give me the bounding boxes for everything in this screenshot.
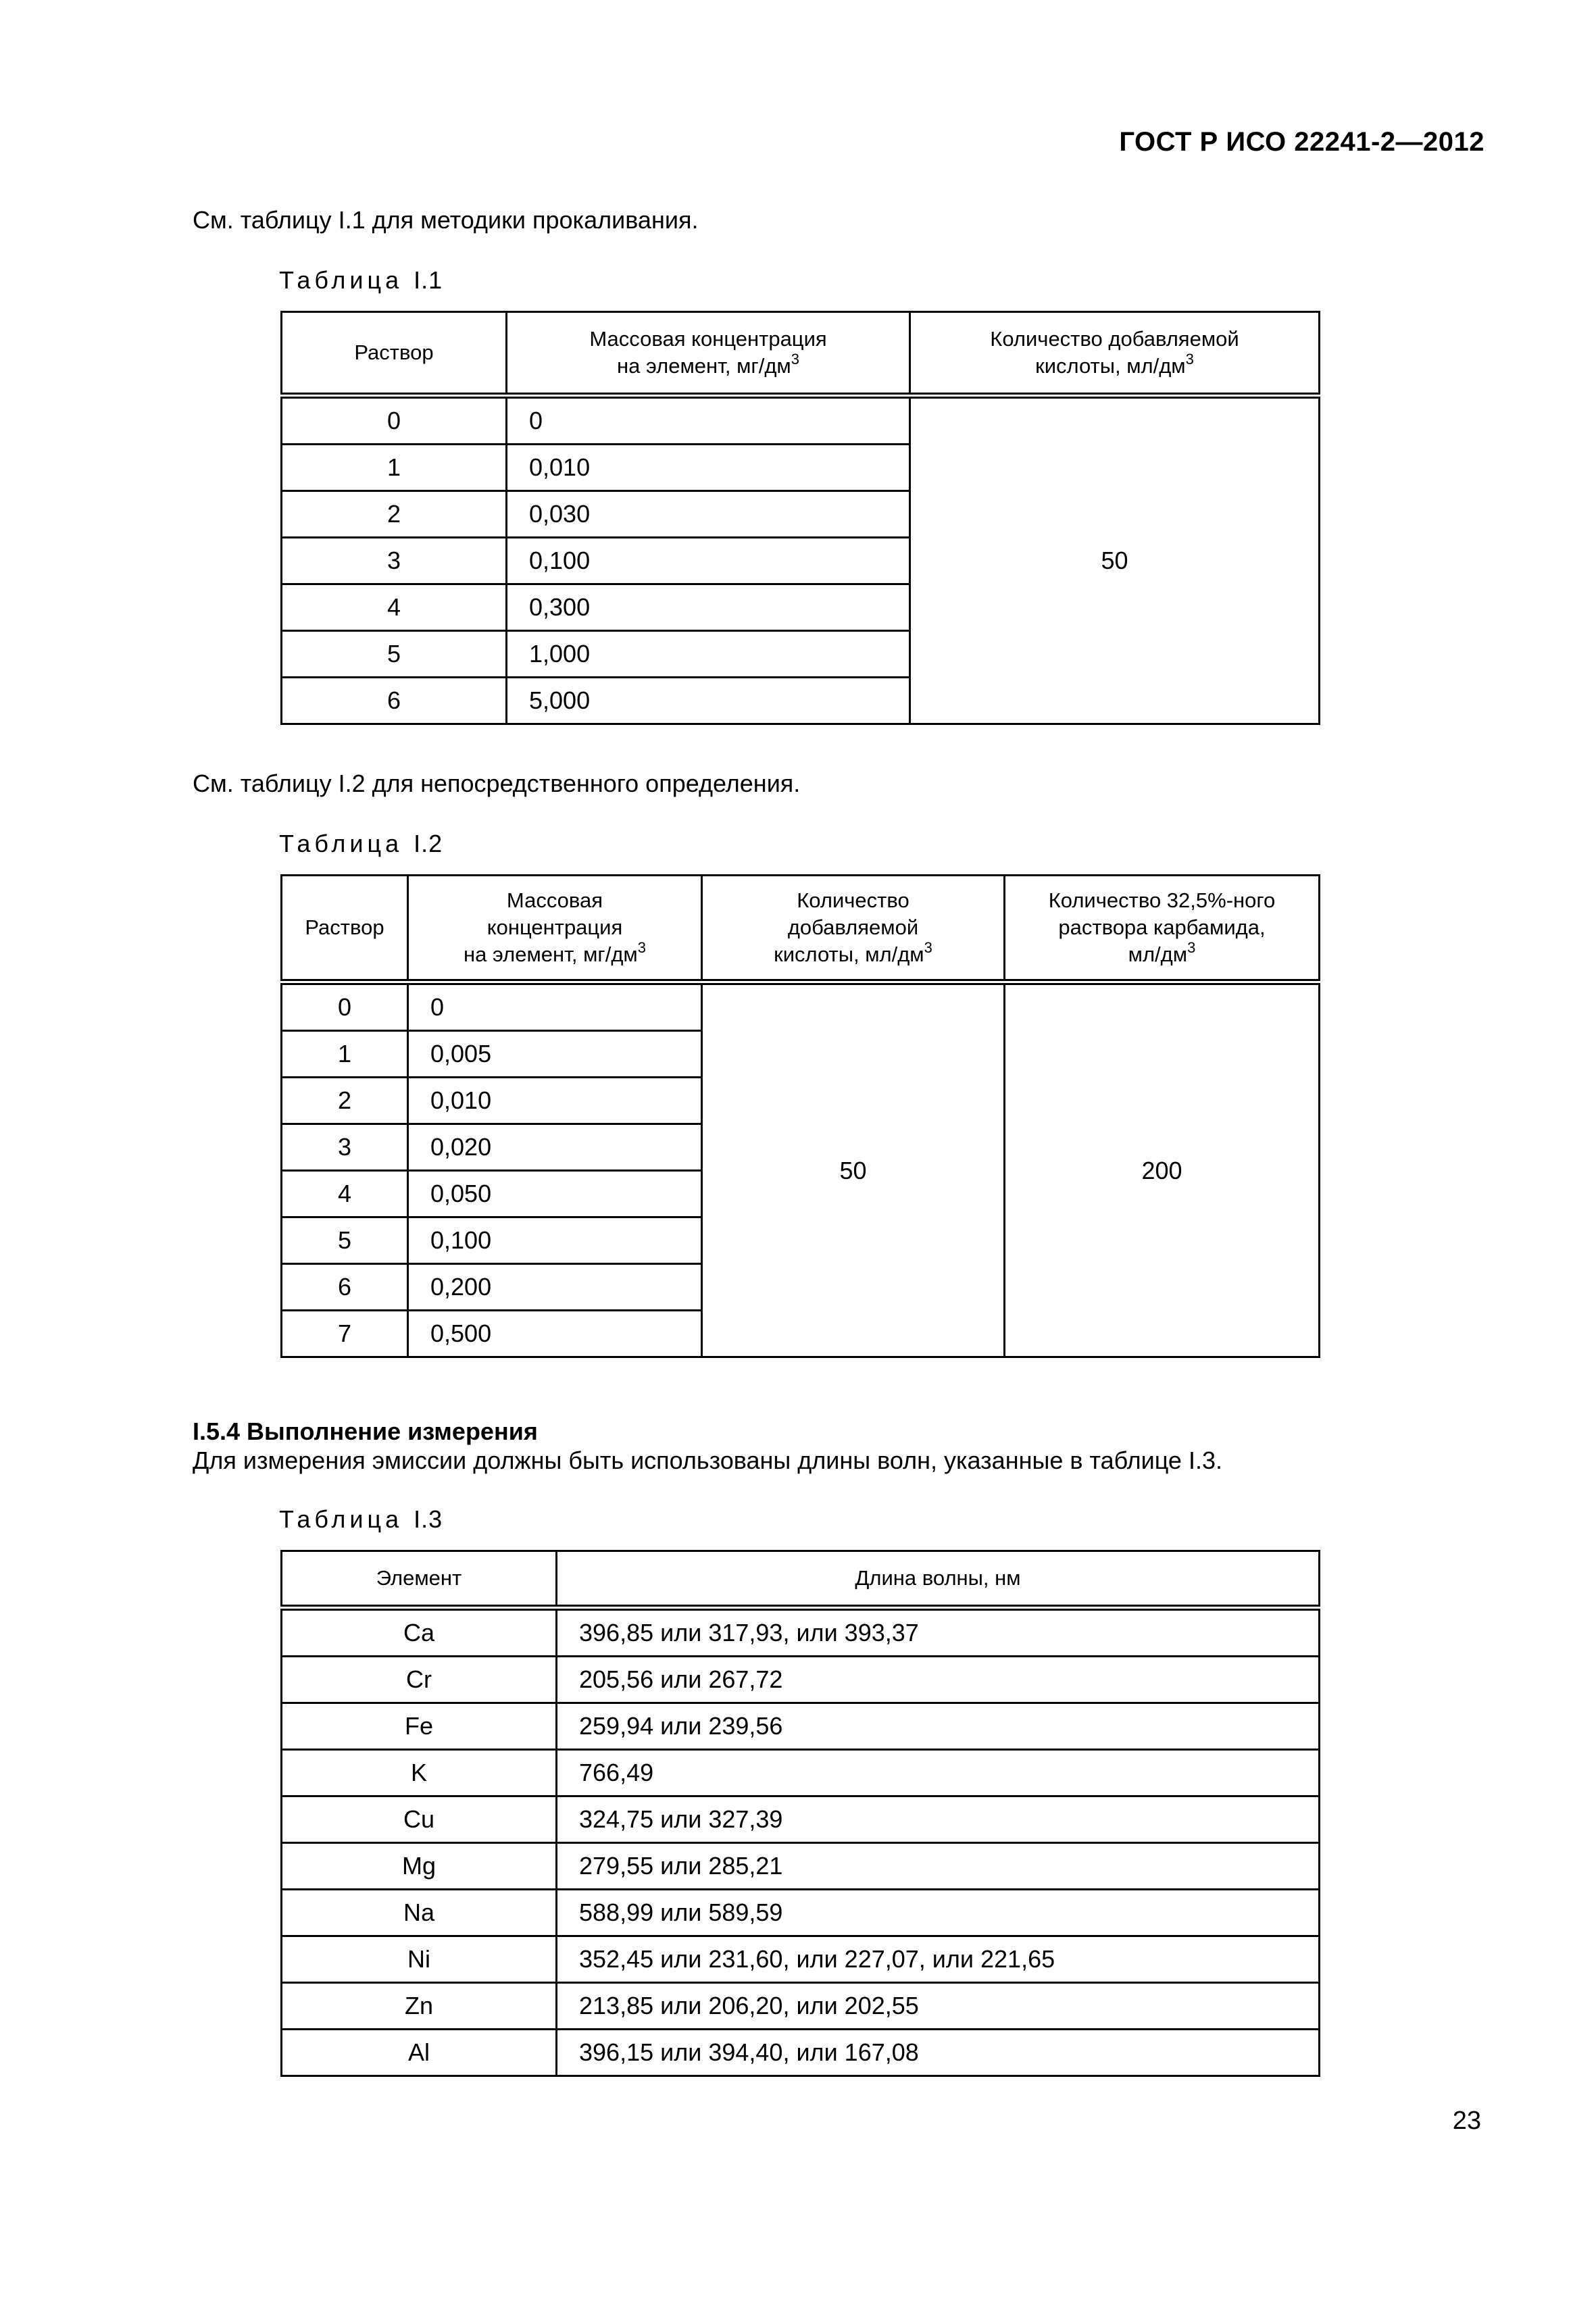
table1-cell-concentration: 0 (507, 396, 910, 445)
table-row (282, 1983, 1320, 2030)
table2-cell-solution: 5 (282, 1217, 408, 1264)
table-row (282, 396, 1320, 445)
table2-cell-concentration: 0,050 (408, 1171, 702, 1217)
table1-header-concentration-line2: на элемент, мг/дм (617, 354, 791, 378)
table2-cell-acid-amount: 50 (702, 982, 1005, 1357)
table1-caption-number: I.1 (414, 266, 443, 294)
table1-header-concentration-sup: 3 (791, 350, 799, 368)
table-row (282, 1936, 1320, 1983)
table3-cell-element: Cr (282, 1657, 557, 1703)
table1-header-row (282, 312, 1320, 396)
table-row (282, 1843, 1320, 1890)
table2-header-concentration-sup: 3 (637, 938, 646, 956)
table1-header-acid-sup: 3 (1185, 350, 1194, 368)
table1-cell-concentration: 5,000 (507, 678, 910, 724)
table1-cell-solution: 5 (282, 631, 507, 678)
table1-cell-solution: 4 (282, 584, 507, 631)
table3-cell-wavelength: 324,75 или 327,39 (557, 1796, 1320, 1843)
table1-cell-solution: 6 (282, 678, 507, 724)
table2-cell-concentration: 0 (408, 982, 702, 1031)
table1-cell-concentration: 0,010 (507, 445, 910, 491)
table1-caption-word: Таблица (279, 266, 403, 294)
table1-caption (279, 266, 443, 295)
table-row (282, 1703, 1320, 1750)
table2-header-urea-line3: мл/дм (1128, 942, 1188, 966)
table3-cell-element: Zn (282, 1983, 557, 2030)
table2-caption-number: I.2 (414, 830, 443, 857)
table2-cell-urea-amount: 200 (1005, 982, 1320, 1357)
table3-header-element: Элемент (282, 1551, 557, 1608)
table1-cell-solution: 3 (282, 538, 507, 584)
table3-cell-wavelength: 396,15 или 394,40, или 167,08 (557, 2030, 1320, 2076)
table-i3 (280, 1550, 1320, 2077)
table2-header-acid-line2: добавляемой (787, 915, 919, 939)
table3-cell-element: Ni (282, 1936, 557, 1983)
section-text: Для измерения эмиссии должны быть использованы длины волн, указанные в таблице I.3. (193, 1447, 1222, 1474)
table-row (282, 1890, 1320, 1936)
table2-cell-solution: 2 (282, 1078, 408, 1124)
table-i2 (280, 874, 1320, 1358)
table2-header-acid-sup: 3 (924, 938, 932, 956)
table3-cell-wavelength: 766,49 (557, 1750, 1320, 1796)
table-row (282, 1750, 1320, 1796)
table3-cell-wavelength: 279,55 или 285,21 (557, 1843, 1320, 1890)
table2-header-concentration (408, 876, 702, 982)
table3-caption (279, 1505, 443, 1534)
table2-cell-solution: 6 (282, 1264, 408, 1311)
table2-cell-solution: 0 (282, 982, 408, 1031)
table1-header-solution: Раствор (282, 312, 507, 396)
table1-header-acid-line1: Количество добавляемой (990, 327, 1239, 351)
table3-cell-wavelength: 352,45 или 231,60, или 227,07, или 221,65 (557, 1936, 1320, 1983)
table2-header-acid (702, 876, 1005, 982)
table1-cell-acid-amount: 50 (910, 396, 1320, 724)
table1-header-concentration-line1: Массовая концентрация (589, 327, 827, 351)
table2-header-urea-line1: Количество 32,5%-ного (1048, 888, 1276, 912)
table1-header-concentration (507, 312, 910, 396)
table1-cell-concentration: 0,100 (507, 538, 910, 584)
table3-cell-wavelength: 396,85 или 317,93, или 393,37 (557, 1608, 1320, 1657)
table1-cell-concentration: 1,000 (507, 631, 910, 678)
table3-cell-element: Al (282, 2030, 557, 2076)
table2-caption (279, 830, 443, 858)
table3-cell-element: Na (282, 1890, 557, 1936)
section-heading: I.5.4 Выполнение измерения (193, 1417, 538, 1445)
table1-cell-solution: 2 (282, 491, 507, 538)
table-row (282, 982, 1320, 1031)
table3-cell-wavelength: 205,56 или 267,72 (557, 1657, 1320, 1703)
table2-cell-concentration: 0,020 (408, 1124, 702, 1171)
table3-cell-element: Fe (282, 1703, 557, 1750)
table3-cell-wavelength: 588,99 или 589,59 (557, 1890, 1320, 1936)
table2-caption-word: Таблица (279, 830, 403, 857)
table1-header-acid (910, 312, 1320, 396)
table2-header-concentration-line3: на элемент, мг/дм (464, 942, 638, 966)
table1-cell-solution: 0 (282, 396, 507, 445)
table3-caption-number: I.3 (414, 1505, 443, 1533)
table-row (282, 2030, 1320, 2076)
table3-cell-wavelength: 213,85 или 206,20, или 202,55 (557, 1983, 1320, 2030)
table3-cell-element: K (282, 1750, 557, 1796)
table2-cell-concentration: 0,200 (408, 1264, 702, 1311)
table2-header-acid-line1: Количество (797, 888, 909, 912)
table2-cell-solution: 1 (282, 1031, 408, 1078)
table3-cell-element: Cu (282, 1796, 557, 1843)
table-row (282, 1796, 1320, 1843)
table1-cell-concentration: 0,300 (507, 584, 910, 631)
table2-cell-concentration: 0,005 (408, 1031, 702, 1078)
table1-cell-concentration: 0,030 (507, 491, 910, 538)
table3-cell-wavelength: 259,94 или 239,56 (557, 1703, 1320, 1750)
table2-cell-concentration: 0,010 (408, 1078, 702, 1124)
table3-caption-word: Таблица (279, 1505, 403, 1533)
table2-header-urea (1005, 876, 1320, 982)
table2-cell-solution: 7 (282, 1311, 408, 1357)
table-row (282, 1608, 1320, 1657)
table-i1 (280, 311, 1320, 725)
table1-reference-text: См. таблицу I.1 для методики прокаливания. (193, 206, 699, 234)
table2-cell-concentration: 0,100 (408, 1217, 702, 1264)
table2-header-urea-line2: раствора карбамида, (1058, 915, 1266, 939)
table2-cell-solution: 4 (282, 1171, 408, 1217)
table2-header-urea-sup: 3 (1187, 938, 1196, 956)
table2-header-solution: Раствор (282, 876, 408, 982)
table-row (282, 1657, 1320, 1703)
table3-header-wavelength: Длина волны, нм (557, 1551, 1320, 1608)
table2-reference-text: См. таблицу I.2 для непосредственного определения. (193, 770, 801, 797)
table3-header-row (282, 1551, 1320, 1608)
table3-cell-element: Mg (282, 1843, 557, 1890)
table1-header-acid-line2: кислоты, мл/дм (1035, 354, 1186, 378)
table3-cell-element: Ca (282, 1608, 557, 1657)
table2-header-acid-line3: кислоты, мл/дм (774, 942, 924, 966)
table2-header-concentration-line2: концентрация (487, 915, 623, 939)
table2-cell-solution: 3 (282, 1124, 408, 1171)
document-code-header: ГОСТ Р ИСО 22241-2—2012 (1119, 127, 1485, 157)
table2-header-concentration-line1: Массовая (506, 888, 603, 912)
table2-header-row (282, 876, 1320, 982)
table2-cell-concentration: 0,500 (408, 1311, 702, 1357)
table1-cell-solution: 1 (282, 445, 507, 491)
page-number: 23 (1452, 2107, 1481, 2135)
